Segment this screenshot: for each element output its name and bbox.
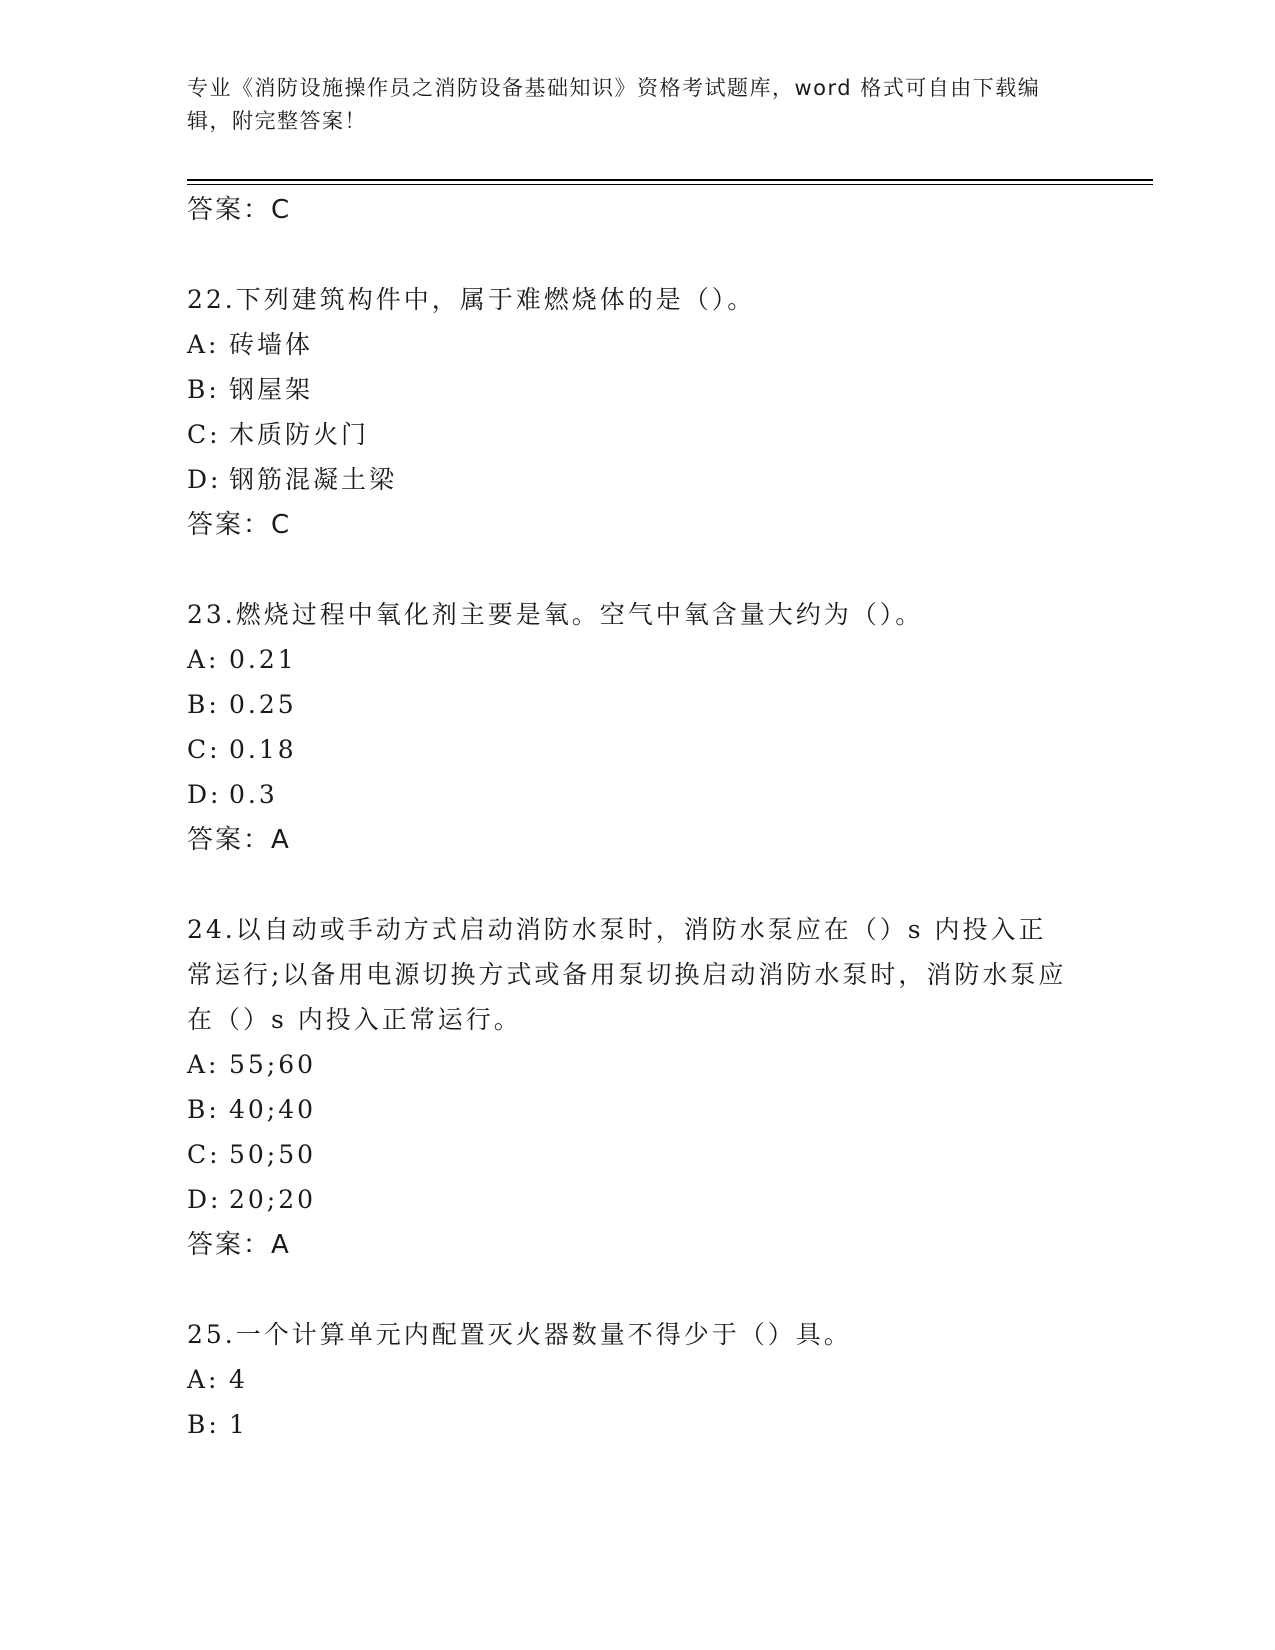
- option-key: B:: [187, 690, 220, 719]
- option-text: 0.25: [229, 690, 297, 719]
- option-d: [187, 772, 1087, 817]
- question-stem: 25.一个计算单元内配置灭火器数量不得少于（）具。: [187, 1320, 852, 1349]
- option-key: C:: [187, 420, 221, 449]
- document-header: 专业《消防设施操作员之消防设备基础知识》资格考试题库，word 格式可自由下载编辑，附完整答案！: [187, 76, 1041, 133]
- option-text: 钢筋混凝土梁: [229, 465, 398, 494]
- option-text: 4: [229, 1365, 248, 1394]
- question-list: [187, 187, 1087, 1447]
- question-22: [187, 277, 1087, 548]
- question-25: [187, 1312, 1087, 1447]
- answer: 答案：A: [187, 1230, 291, 1260]
- option-key: A:: [187, 1050, 220, 1079]
- option-key: A:: [187, 330, 220, 359]
- answer: 答案：A: [187, 825, 291, 855]
- option-key: A:: [187, 1365, 220, 1394]
- option-b: [187, 1402, 1087, 1447]
- option-c: [187, 412, 1087, 457]
- question-stem: 24.以自动或手动方式启动消防水泵时，消防水泵应在（）s 内投入正常运行;以备用电源切换方式或备用泵切换启动消防水泵时，消防水泵应在（）s 内投入正常运行。: [187, 915, 1067, 1034]
- option-key: B:: [187, 375, 220, 404]
- option-a: [187, 322, 1087, 367]
- question-24: [187, 907, 1087, 1268]
- option-b: [187, 1087, 1087, 1132]
- option-d: [187, 1177, 1087, 1222]
- option-a: [187, 1357, 1087, 1402]
- option-c: [187, 727, 1087, 772]
- header-rule-thick: [187, 179, 1153, 181]
- option-a: [187, 637, 1087, 682]
- option-key: D:: [187, 780, 222, 809]
- option-key: B:: [187, 1410, 220, 1439]
- header-rule-thin: [187, 184, 1153, 185]
- option-key: C:: [187, 735, 221, 764]
- option-key: D:: [187, 1185, 222, 1214]
- question-23: [187, 592, 1087, 863]
- option-d: [187, 457, 1087, 502]
- option-key: D:: [187, 465, 222, 494]
- option-key: B:: [187, 1095, 220, 1124]
- answer: 答案：C: [187, 510, 292, 540]
- question-stem: 22.下列建筑构件中，属于难燃烧体的是（）。: [187, 285, 756, 314]
- question-stem: 23.燃烧过程中氧化剂主要是氧。空气中氧含量大约为（）。: [187, 600, 924, 629]
- option-text: 0.3: [229, 780, 278, 809]
- option-b: [187, 367, 1087, 412]
- option-text: 0.21: [229, 645, 297, 674]
- option-text: 1: [229, 1410, 248, 1439]
- previous-answer: 答案：C: [187, 195, 292, 225]
- option-text: 木质防火门: [229, 420, 370, 449]
- option-text: 钢屋架: [229, 375, 314, 404]
- option-text: 0.18: [229, 735, 297, 764]
- option-text: 55;60: [229, 1050, 317, 1079]
- option-text: 50;50: [229, 1140, 317, 1169]
- option-text: 40;40: [229, 1095, 317, 1124]
- option-key: A:: [187, 645, 220, 674]
- option-a: [187, 1042, 1087, 1087]
- option-b: [187, 682, 1087, 727]
- option-text: 砖墙体: [229, 330, 314, 359]
- option-text: 20;20: [229, 1185, 317, 1214]
- option-c: [187, 1132, 1087, 1177]
- option-key: C:: [187, 1140, 221, 1169]
